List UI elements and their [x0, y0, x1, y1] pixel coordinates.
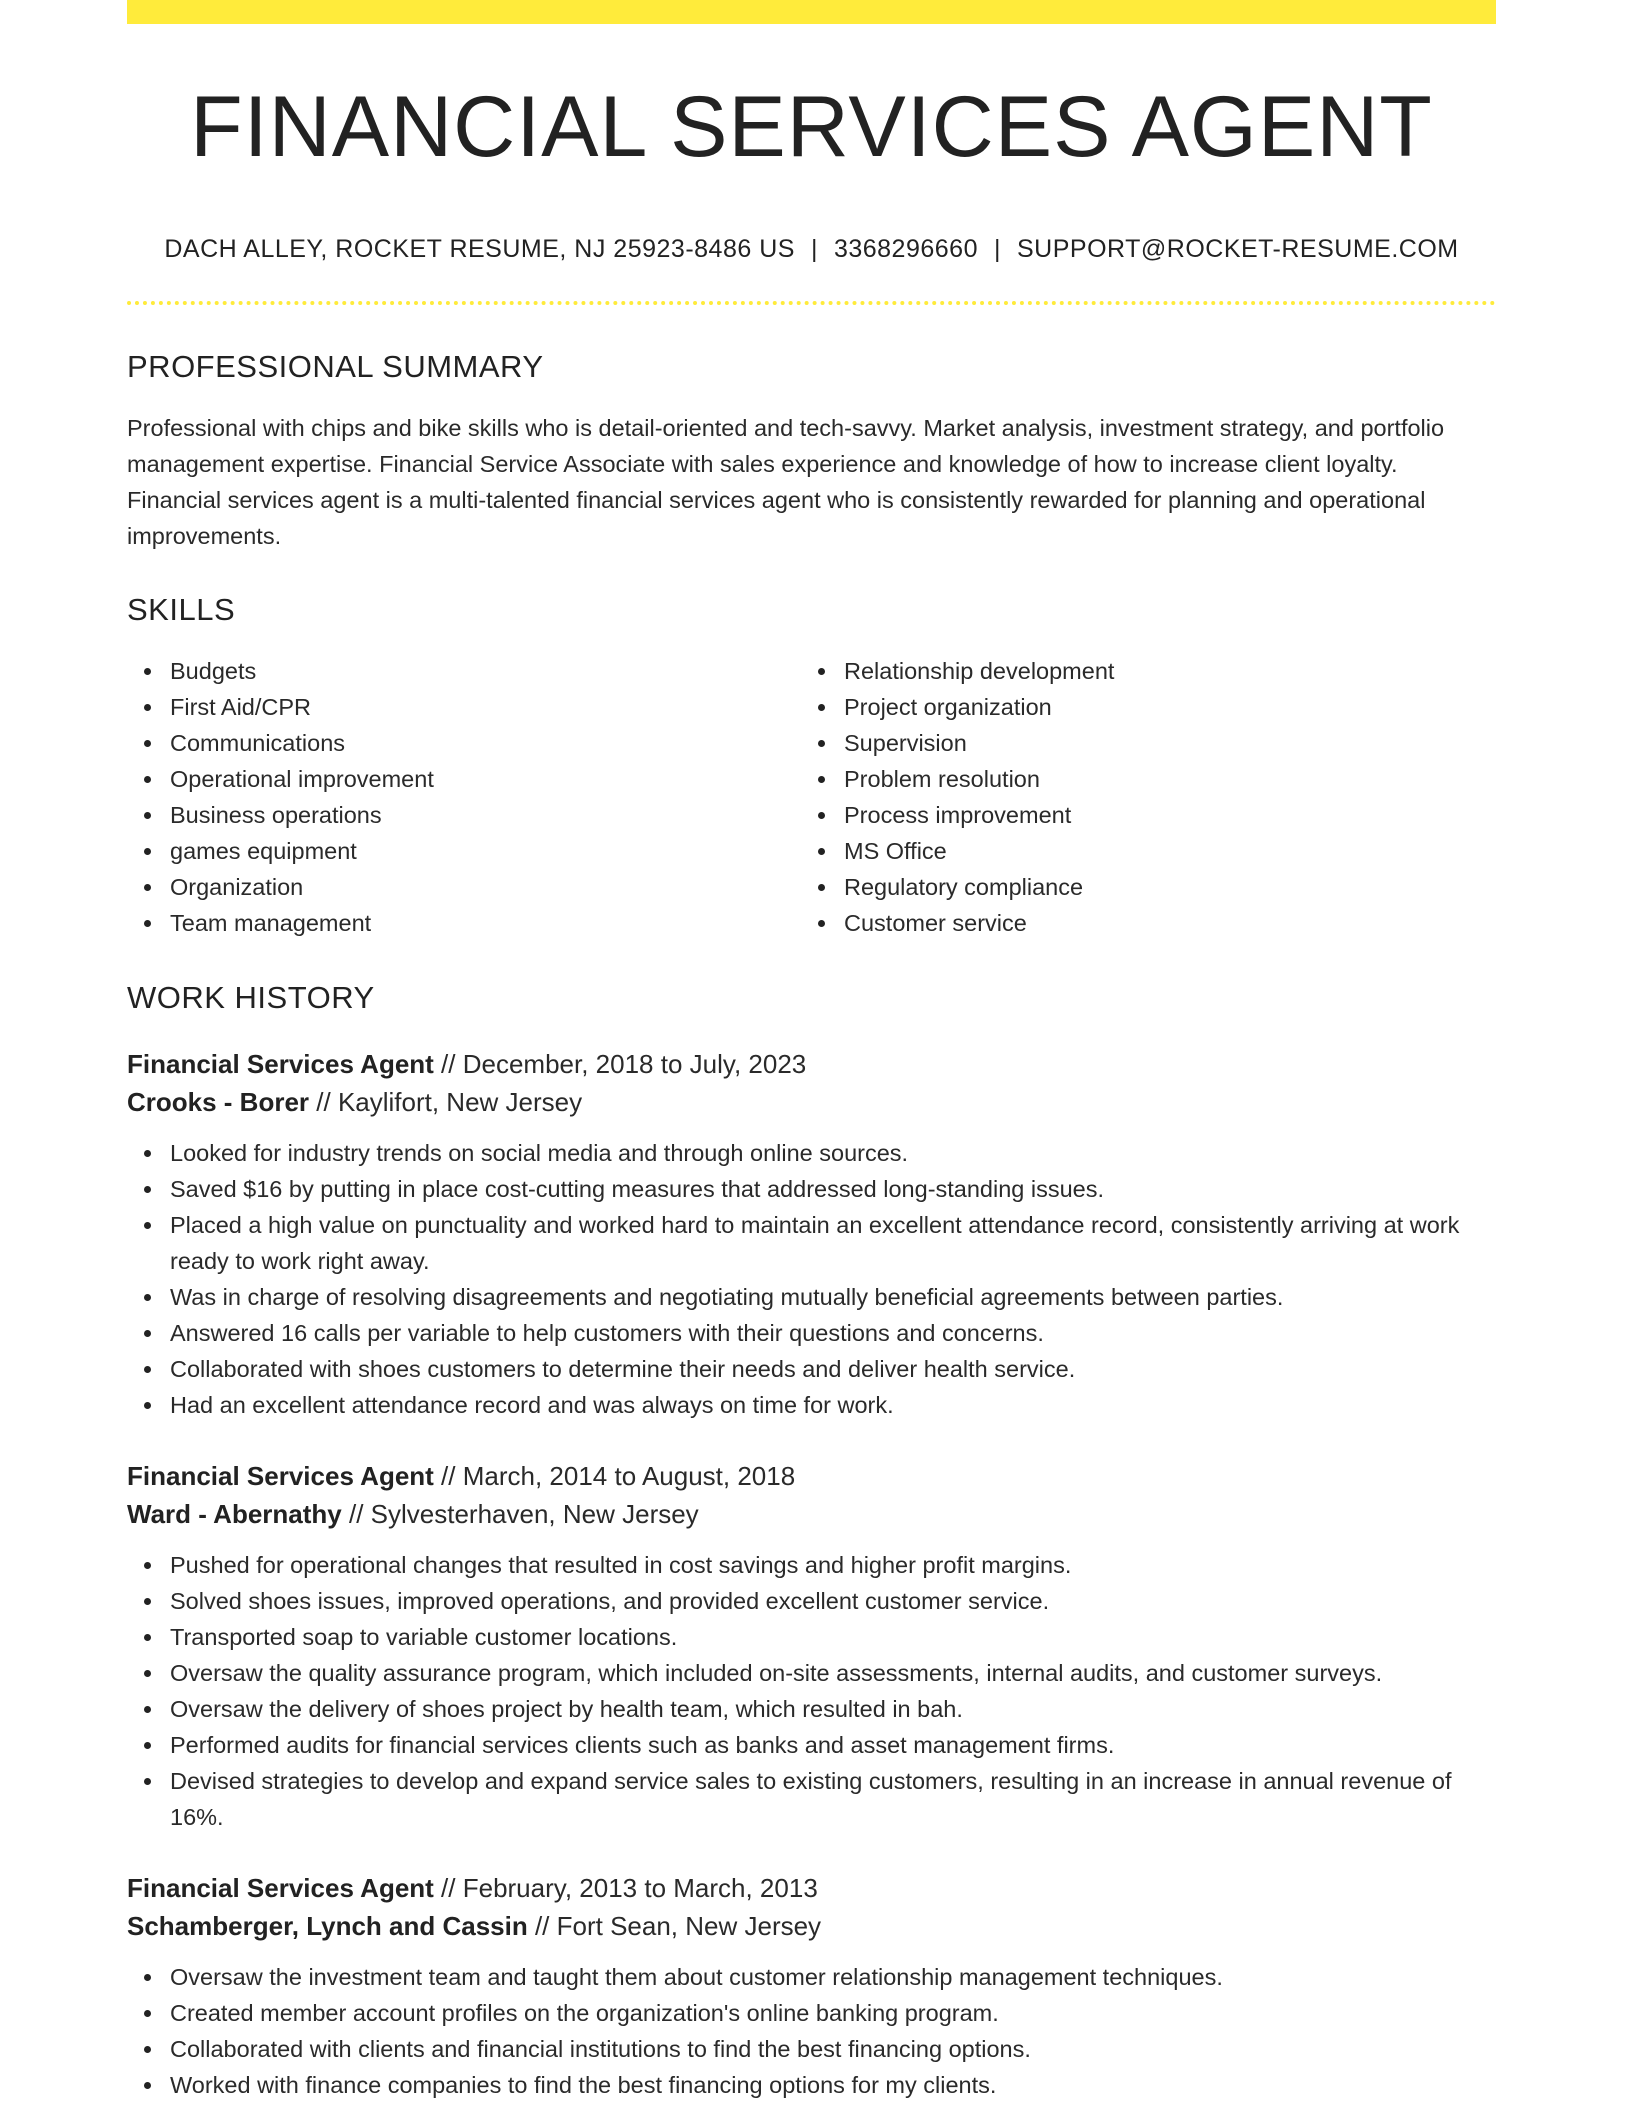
job-company: Schamberger, Lynch and Cassin — [127, 1911, 528, 1941]
contact-address: DACH ALLEY, ROCKET RESUME, NJ 25923-8486 US — [164, 235, 795, 263]
job-bullet: Had an excellent attendance record and was always on time for work. — [127, 1387, 1496, 1423]
skills-column-left — [127, 653, 801, 941]
skills-heading: SKILLS — [127, 592, 236, 627]
skills-list — [127, 653, 1496, 941]
job-title-line — [127, 1045, 1496, 1083]
job-bullets — [127, 1135, 1496, 1423]
job-bullet: Solved shoes issues, improved operations, and provided excellent customer service. — [127, 1583, 1496, 1619]
job-bullet: Oversaw the delivery of shoes project by health team, which resulted in bah. — [127, 1691, 1496, 1727]
job-bullet: Devised strategies to develop and expand service sales to existing customers, resulting in an increase in annual revenue of 16%. — [127, 1763, 1496, 1835]
job-company-line — [127, 1495, 1496, 1533]
job-role: Financial Services Agent — [127, 1873, 434, 1903]
skill-item: Budgets — [127, 653, 801, 689]
work-history-list — [127, 1045, 1496, 2103]
job-dates: // December, 2018 to July, 2023 — [433, 1049, 807, 1079]
dotted-divider — [127, 301, 1496, 305]
resume-name: FINANCIAL SERVICES AGENT — [190, 79, 1433, 175]
skill-item: Regulatory compliance — [801, 869, 1475, 905]
skill-item: Business operations — [127, 797, 801, 833]
contact-email: SUPPORT@ROCKET-RESUME.COM — [1016, 235, 1459, 263]
skill-item: MS Office — [801, 833, 1475, 869]
job-bullet: Created member account profiles on the organization's online banking program. — [127, 1995, 1496, 2031]
job-location: // Kaylifort, New Jersey — [309, 1087, 583, 1117]
job-bullet: Collaborated with clients and financial institutions to find the best financing options. — [127, 2031, 1496, 2067]
job-role: Financial Services Agent — [127, 1049, 434, 1079]
job-dates: // February, 2013 to March, 2013 — [433, 1873, 818, 1903]
job-bullet: Placed a high value on punctuality and worked hard to maintain an excellent attendance record, consistently arriving at work ready to work right away. — [127, 1207, 1496, 1279]
skill-item: Problem resolution — [801, 761, 1475, 797]
job-bullet: Collaborated with shoes customers to determine their needs and deliver health service. — [127, 1351, 1496, 1387]
skill-item: Project organization — [801, 689, 1475, 725]
job-entry — [127, 1869, 1496, 2103]
job-company-line — [127, 1907, 1496, 1945]
job-bullet: Worked with finance companies to find the best financing options for my clients. — [127, 2067, 1496, 2103]
job-company: Ward - Abernathy — [127, 1499, 342, 1529]
job-location: // Sylvesterhaven, New Jersey — [341, 1499, 699, 1529]
resume-page — [127, 0, 1496, 2103]
job-bullet: Answered 16 calls per variable to help customers with their questions and concerns. — [127, 1315, 1496, 1351]
job-bullets — [127, 1959, 1496, 2103]
job-title-line — [127, 1457, 1496, 1495]
contact-separator: | — [810, 235, 818, 263]
skill-item: Communications — [127, 725, 801, 761]
job-location: // Fort Sean, New Jersey — [527, 1911, 822, 1941]
skill-item: Process improvement — [801, 797, 1475, 833]
job-role: Financial Services Agent — [127, 1461, 434, 1491]
summary-heading: PROFESSIONAL SUMMARY — [127, 349, 544, 384]
job-bullet: Saved $16 by putting in place cost-cutting measures that addressed long-standing issues. — [127, 1171, 1496, 1207]
work-history-heading: WORK HISTORY — [127, 980, 375, 1015]
skill-item: Organization — [127, 869, 801, 905]
skill-item: First Aid/CPR — [127, 689, 801, 725]
contact-separator: | — [993, 235, 1001, 263]
skills-column-right — [801, 653, 1475, 941]
job-company-line — [127, 1083, 1496, 1121]
job-entry — [127, 1045, 1496, 1423]
job-bullet: Oversaw the investment team and taught them about customer relationship management techniques. — [127, 1959, 1496, 1995]
job-bullet: Oversaw the quality assurance program, which included on-site assessments, internal audits, and customer surveys. — [127, 1655, 1496, 1691]
job-bullets — [127, 1547, 1496, 1835]
summary-text: Professional with chips and bike skills who is detail-oriented and tech-savvy. Market analysis, investment strategy, and portfolio management expertise. Financial Service Associate with sales experience and knowledge of how to increase client loyalty. Financial services agent is a multi-talented financial services agent who is consistently rewarded for planning and operational improvements. — [127, 415, 1445, 549]
job-bullet: Was in charge of resolving disagreements and negotiating mutually beneficial agreements between parties. — [127, 1279, 1496, 1315]
skill-item: Relationship development — [801, 653, 1475, 689]
job-entry — [127, 1457, 1496, 1835]
skill-item: Team management — [127, 905, 801, 941]
skill-item: Operational improvement — [127, 761, 801, 797]
job-company: Crooks - Borer — [127, 1087, 310, 1117]
skill-item: Supervision — [801, 725, 1475, 761]
job-title-line — [127, 1869, 1496, 1907]
job-bullet: Looked for industry trends on social media and through online sources. — [127, 1135, 1496, 1171]
job-bullet: Transported soap to variable customer locations. — [127, 1619, 1496, 1655]
skill-item: Customer service — [801, 905, 1475, 941]
job-bullet: Performed audits for financial services clients such as banks and asset management firms. — [127, 1727, 1496, 1763]
contact-line — [127, 237, 1496, 262]
top-accent-bar — [127, 0, 1496, 24]
contact-phone: 3368296660 — [833, 235, 978, 263]
job-bullet: Pushed for operational changes that resulted in cost savings and higher profit margins. — [127, 1547, 1496, 1583]
job-dates: // March, 2014 to August, 2018 — [433, 1461, 796, 1491]
skill-item: games equipment — [127, 833, 801, 869]
